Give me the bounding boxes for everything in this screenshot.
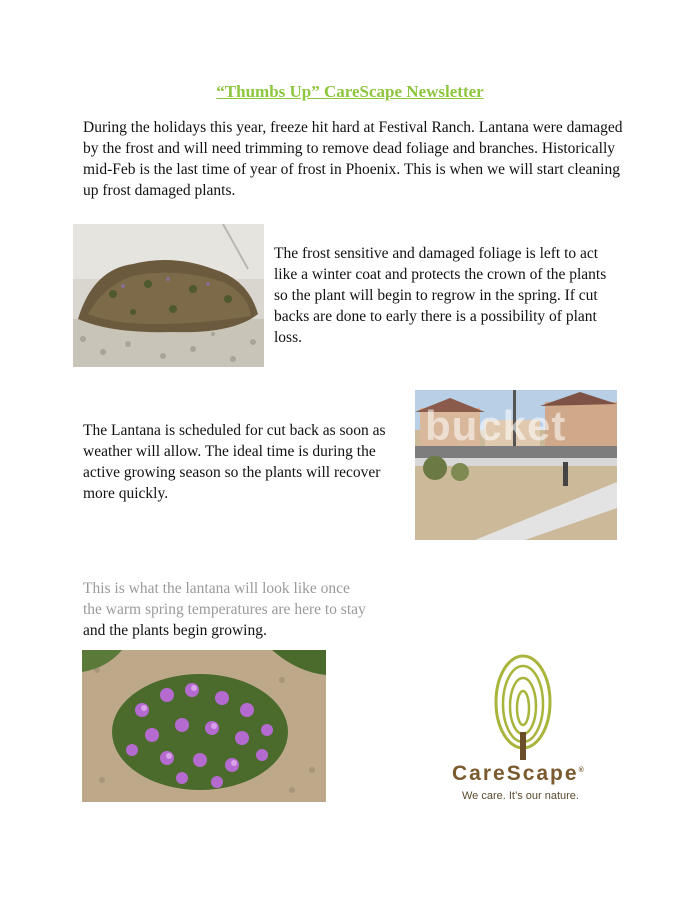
blooming-lantana-photo — [82, 650, 326, 802]
carescape-tagline: We care. It’s our nature. — [462, 790, 579, 802]
spring-paragraph — [83, 578, 383, 641]
carescape-brand-name: CareScape® — [452, 762, 584, 785]
intro-paragraph: During the holidays this year, freeze hit hard at Festival Ranch. Lantana were damaged by the frost and will need trimming to remove dead foliage and branches. Historically mid-Feb is the last time of year of frost in Phoenix. This is when we will start cleaning up frost damaged plants. — [83, 119, 623, 199]
newsletter-title: “Thumbs Up” CareScape Newsletter — [216, 82, 484, 101]
frost-paragraph: The frost sensitive and damaged foliage is left to act like a winter coat and protects the crown of the plants so the plant will begin to regrow in the spring. If cut backs are done to early there is a possibility of plant loss. — [274, 245, 607, 346]
spring-line-1: This is what the lantana will look like once — [83, 580, 350, 597]
photobucket-watermark: bucket — [425, 402, 567, 449]
streetscape-photo — [415, 390, 617, 540]
spring-line-3: and the plants begin growing. — [83, 622, 267, 639]
spring-line-2: the warm spring temperatures are here to stay — [83, 601, 366, 618]
brand-text: CareScape — [452, 762, 579, 785]
schedule-paragraph: The Lantana is scheduled for cut back as soon as weather will allow. The ideal time is during the active growing season so the plants will recover more quickly. — [83, 422, 386, 502]
frost-damaged-lantana-photo — [73, 224, 264, 367]
